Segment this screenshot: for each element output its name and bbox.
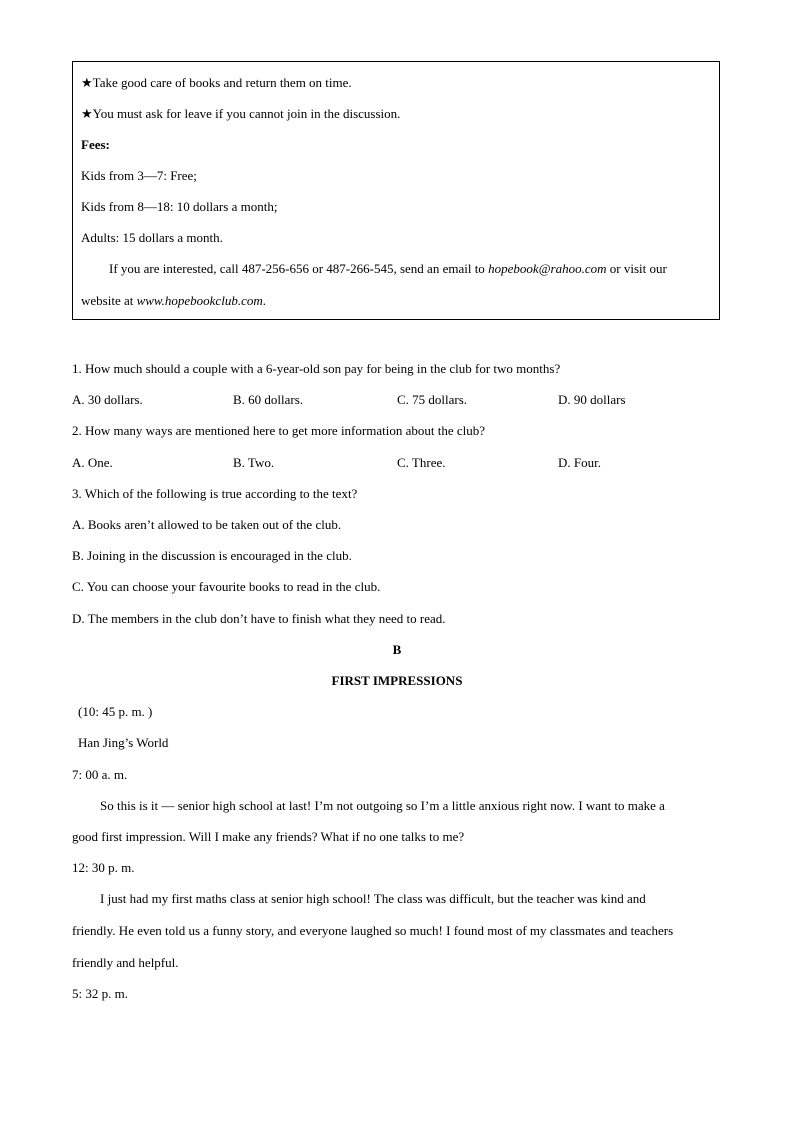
world-heading: Han Jing’s World [78, 735, 169, 750]
question-1-stem: 1. How much should a couple with a 6-year-old son pay for being in the club for two months? [72, 361, 561, 376]
entry-1-time: 7: 00 a. m. [72, 767, 128, 782]
website-url: www.hopebookclub.com [136, 293, 263, 308]
contact-email: hopebook@rahoo.com [488, 261, 607, 276]
contact-line [109, 261, 667, 277]
question-1-option-d: D. 90 dollars [558, 392, 626, 407]
fee-kids-young: Kids from 3—7: Free; [81, 168, 197, 183]
question-2-stem: 2. How many ways are mentioned here to get more information about the club? [72, 423, 485, 438]
entry-1-line-2: good first impression. Will I make any friends? What if no one talks to me? [72, 829, 465, 844]
question-3-option-a: A. Books aren’t allowed to be taken out of the club. [72, 517, 342, 532]
question-2-option-b: B. Two. [233, 455, 275, 470]
entry-2-time: 12: 30 p. m. [72, 860, 135, 875]
contact-prefix: If you are interested, call 487-256-656 or 487-266-545, send an email to [109, 261, 489, 276]
contact-mid: or visit our [606, 261, 667, 276]
entry-2-line-2: friendly. He even told us a funny story, and everyone laughed so much! I found most of my classmates and teachers [72, 923, 674, 938]
question-3-stem: 3. Which of the following is true according to the text? [72, 486, 358, 501]
question-3-option-c: C. You can choose your favourite books to read in the club. [72, 579, 381, 594]
website-suffix: . [262, 293, 266, 308]
question-2-option-a: A. One. [72, 455, 113, 470]
website-line [81, 293, 266, 309]
section-title: FIRST IMPRESSIONS [331, 673, 463, 688]
fee-adults: Adults: 15 dollars a month. [81, 230, 223, 245]
club-info-box [72, 61, 720, 320]
entry-2-line-1: I just had my first maths class at senior high school! The class was difficult, but the teacher was kind and [100, 891, 646, 906]
time-note: (10: 45 p. m. ) [78, 704, 153, 719]
question-3-option-d: D. The members in the club don’t have to finish what they need to read. [72, 611, 446, 626]
question-2-option-d: D. Four. [558, 455, 601, 470]
rule-ask-leave: ★You must ask for leave if you cannot join in the discussion. [81, 106, 401, 121]
website-prefix: website at [81, 293, 137, 308]
fee-kids-old: Kids from 8—18: 10 dollars a month; [81, 199, 278, 214]
rule-return-books: ★Take good care of books and return them on time. [81, 75, 352, 90]
question-2-option-c: C. Three. [397, 455, 446, 470]
question-1-option-a: A. 30 dollars. [72, 392, 143, 407]
entry-1-line-1: So this is it — senior high school at last! I’m not outgoing so I’m a little anxious right now. I want to make a [100, 798, 665, 813]
question-1-option-b: B. 60 dollars. [233, 392, 304, 407]
section-label: B [392, 642, 402, 657]
entry-2-line-3: friendly and helpful. [72, 955, 179, 970]
question-1-option-c: C. 75 dollars. [397, 392, 468, 407]
question-3-option-b: B. Joining in the discussion is encouraged in the club. [72, 548, 352, 563]
fees-heading: Fees: [81, 137, 110, 152]
entry-3-time: 5: 32 p. m. [72, 986, 128, 1001]
